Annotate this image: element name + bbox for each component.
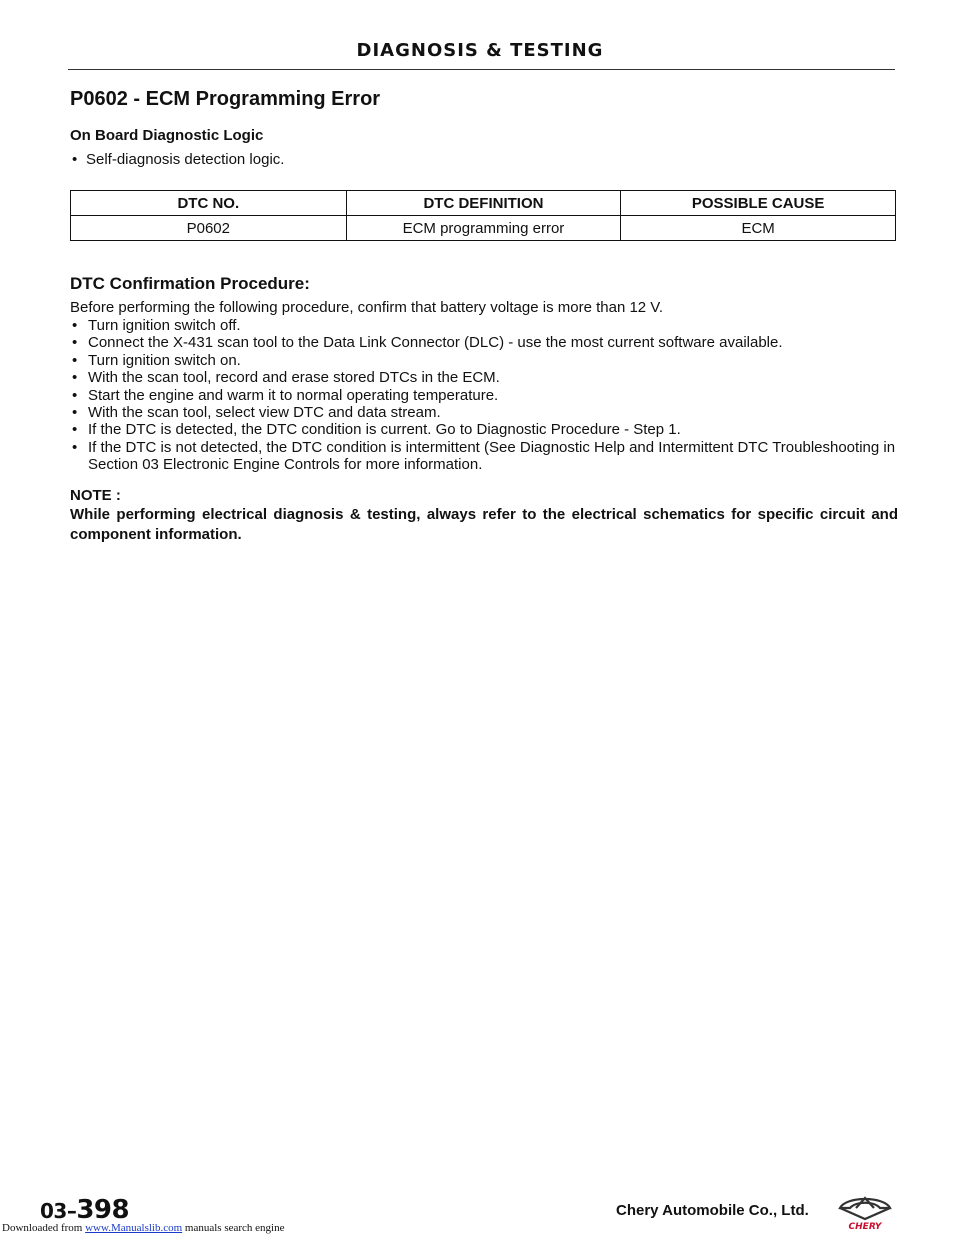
list-item-text: Turn ignition switch off. xyxy=(88,317,241,334)
download-footer xyxy=(2,1222,284,1234)
list-item-text: Connect the X-431 scan tool to the Data Link Connector (DLC) - use the most current software available. xyxy=(88,334,783,352)
logic-list xyxy=(70,151,284,168)
bullet-icon: • xyxy=(72,351,78,369)
column-header: POSSIBLE CAUSE xyxy=(621,191,896,216)
table-row xyxy=(71,216,896,241)
table-cell: ECM xyxy=(621,216,896,241)
list-item-text: Start the engine and warm it to normal operating temperature. xyxy=(88,386,499,404)
company-name: Chery Automobile Co., Ltd. xyxy=(616,1202,809,1219)
page-number xyxy=(40,1195,129,1225)
logic-heading: On Board Diagnostic Logic xyxy=(70,127,264,144)
list-item xyxy=(70,421,896,438)
table-header-row xyxy=(71,191,896,216)
list-item xyxy=(70,317,896,334)
list-item xyxy=(70,151,284,168)
bullet-icon: • xyxy=(72,369,78,387)
bullet-icon: • xyxy=(72,421,78,439)
chery-logo-icon xyxy=(834,1192,896,1232)
page-title: P0602 - ECM Programming Error xyxy=(70,88,381,110)
list-item-text: Self-diagnosis detection logic. xyxy=(86,151,285,168)
bullet-icon: • xyxy=(72,317,78,334)
note-text: While performing electrical diagnosis & testing, always refer to the electrical schematics for specific circuit and component information. xyxy=(70,506,898,543)
note-label: NOTE : xyxy=(70,487,121,504)
list-item-text: If the DTC is not detected, the DTC condition is intermittent (See Diagnostic Help and Intermittent DTC Troubleshooting in Section 03 Electronic Engine Controls for more information. xyxy=(88,438,896,474)
page-number-prefix: 03– xyxy=(40,1199,77,1223)
download-prefix: Downloaded from xyxy=(2,1222,83,1234)
table-cell: P0602 xyxy=(71,216,347,241)
bullet-icon: • xyxy=(72,334,78,352)
column-header: DTC NO. xyxy=(71,191,347,216)
confirmation-heading: DTC Confirmation Procedure: xyxy=(70,274,310,293)
header-divider xyxy=(68,69,895,70)
procedure-steps xyxy=(70,317,896,474)
bullet-icon: • xyxy=(72,151,78,168)
list-item xyxy=(70,404,896,421)
table-cell: ECM programming error xyxy=(346,216,621,241)
list-item xyxy=(70,352,896,369)
list-item xyxy=(70,387,896,404)
list-item xyxy=(70,334,896,351)
list-item-text: With the scan tool, record and erase stored DTCs in the ECM. xyxy=(88,369,500,387)
bullet-icon: • xyxy=(72,404,78,422)
column-header: DTC DEFINITION xyxy=(346,191,621,216)
section-header: DIAGNOSIS & TESTING xyxy=(356,40,604,61)
list-item-text: If the DTC is detected, the DTC condition is current. Go to Diagnostic Procedure - Step 1. xyxy=(88,421,681,439)
page-number-value: 398 xyxy=(76,1195,130,1225)
logo-text: CHERY xyxy=(848,1222,882,1232)
download-suffix: manuals search engine xyxy=(184,1222,285,1234)
manualslib-link[interactable]: www.Manualslib.com xyxy=(85,1222,183,1234)
bullet-icon: • xyxy=(72,438,78,456)
list-item xyxy=(70,439,896,474)
list-item-text: Turn ignition switch on. xyxy=(88,351,241,369)
dtc-table xyxy=(70,190,896,241)
list-item xyxy=(70,369,896,386)
list-item-text: With the scan tool, select view DTC and data stream. xyxy=(88,404,441,422)
bullet-icon: • xyxy=(72,386,78,404)
confirmation-intro: Before performing the following procedure, confirm that battery voltage is more than 12 V. xyxy=(70,299,664,316)
